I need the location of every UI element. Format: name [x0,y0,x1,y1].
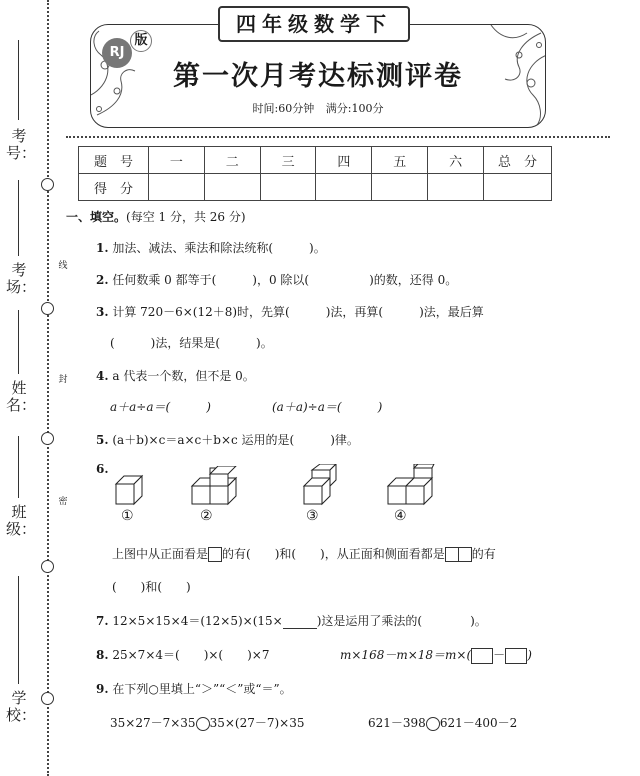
table-header-cell: 题 号 [79,147,149,174]
question-6 [96,462,109,476]
question-text: a 代表一个数，但不是 0。 [112,369,255,383]
question-4 [96,367,255,384]
score-cell[interactable] [316,174,372,201]
binding-strip [0,0,66,776]
question-number: 5. [96,433,109,447]
question-text: 在下列○里填上“＞”“＜”或“＝”。 [112,682,292,696]
question-3 [96,303,484,320]
question-6-line-2: ( )和( ) [112,580,191,594]
cube-figure-2 [190,466,244,506]
seal-word-secret: 密 [58,497,68,507]
cube-figure-4 [386,464,436,506]
question-1 [96,239,326,256]
question-5 [96,431,359,448]
table-row-label: 得 分 [79,174,149,201]
question-expr: 621－398 [368,716,426,730]
table-header-cell: 五 [372,147,428,174]
question-text: 12×5×15×4＝(12×5)×(15× [112,614,283,628]
figure-label: ③ [306,508,319,524]
binding-hole [41,432,54,445]
edition-badge-suffix: 版 [130,30,152,52]
score-cell[interactable] [484,174,552,201]
figure-label: ④ [394,508,407,524]
question-text: 任何数乘 0 都等于( )，0 除以( )的数，还得 0。 [112,273,458,287]
figure-label: ② [200,508,213,524]
question-expr: 621－400－2 [439,716,518,730]
question-text: 上图中从正面看是 [112,547,209,561]
score-cell[interactable] [204,174,260,201]
table-header-cell: 三 [260,147,316,174]
question-9 [96,680,292,697]
section-note: (每空 1 分，共 26 分) [126,210,246,224]
grade-tab: 四年级数学下 [218,6,410,42]
single-square-icon [208,547,222,562]
question-8 [96,646,269,663]
page-title: 第一次月考达标测评卷 [173,61,463,92]
exam-number-label: 考号： [6,127,37,162]
name-label: 姓名： [6,379,37,414]
score-cell[interactable] [260,174,316,201]
score-table [78,146,552,201]
table-row [79,147,552,174]
score-cell[interactable] [149,174,205,201]
cube-figure-1 [114,474,144,506]
question-text: 的有( )和( )，从正面和侧面看都是 [222,547,445,561]
question-text: 计算 720－6×(12＋8)时，先算( )法，再算( )法，最后算 [112,305,484,319]
compare-circle-icon[interactable] [426,717,440,731]
binding-dotted-line [47,0,49,776]
question-text: )这是运用了乘法的( )。 [316,614,487,628]
seal-word-seal: 封 [58,375,68,385]
question-number: 8. [96,648,109,662]
table-row [79,174,552,201]
section-heading [66,208,246,225]
name-line [18,310,19,374]
question-number: 2. [96,273,109,287]
question-4-expr-1: a＋a÷a＝( ) [110,400,211,414]
class-line [18,436,19,498]
double-square-icon [458,547,472,562]
question-number: 4. [96,369,109,383]
score-cell[interactable] [428,174,484,201]
exam-number-line [18,40,19,120]
binding-hole [41,178,54,191]
table-header-cell: 一 [149,147,205,174]
question-7 [96,612,487,629]
question-text: 的有 [471,547,496,561]
section-title: 一、填空。 [66,210,127,224]
exam-info [90,100,546,116]
question-number: 7. [96,614,109,628]
question-expr: ) [527,648,532,662]
question-expr: 35×27－7×35 [110,716,196,730]
school-label: 学校： [6,689,37,724]
question-number: 3. [96,305,109,319]
question-text: (a＋b)×c＝a×c＋b×c 运用的是( )律。 [112,433,359,447]
question-4-expr-2: (a＋a)÷a＝( ) [272,400,383,414]
question-number: 6. [96,462,109,476]
figure-label: ① [121,508,134,524]
table-header-cell: 六 [428,147,484,174]
compare-circle-icon[interactable] [196,717,210,731]
score-cell[interactable] [372,174,428,201]
fill-blank[interactable] [283,617,317,629]
question-6-line-1 [112,545,496,562]
answer-box[interactable] [505,648,527,664]
table-header-cell: 四 [316,147,372,174]
minus-sign: － [493,648,506,662]
binding-hole [41,302,54,315]
header-separator [66,136,610,138]
question-expr: 25×7×4＝( )×( )×7 [112,648,270,662]
school-line [18,576,19,684]
full-score: 满分:100分 [325,102,384,115]
cube-figure-3 [302,464,338,506]
exam-room-line [18,180,19,256]
binding-hole [41,560,54,573]
question-2 [96,271,457,288]
seal-word-line: 线 [58,261,68,271]
time-limit: 时间:60分钟 [252,102,315,115]
question-number: 1. [96,241,109,255]
question-3-continued: ( )法，结果是( )。 [110,336,273,350]
class-label: 班级： [6,503,37,538]
question-9-expr-1 [110,714,304,731]
question-expr: m×168－m×18＝m×( [340,648,472,662]
double-square-icon [445,547,459,562]
exam-room-label: 考场： [6,261,37,296]
answer-box[interactable] [471,648,493,664]
table-header-cell: 总 分 [484,147,552,174]
edition-badge: RJ [102,38,132,68]
question-expr: 35×(27－7)×35 [209,716,305,730]
question-9-expr-2 [368,714,517,731]
question-number: 9. [96,682,109,696]
question-8-expr-2 [340,646,532,664]
table-header-cell: 二 [204,147,260,174]
question-text: 加法、减法、乘法和除法统称( )。 [112,241,326,255]
binding-hole [41,692,54,705]
